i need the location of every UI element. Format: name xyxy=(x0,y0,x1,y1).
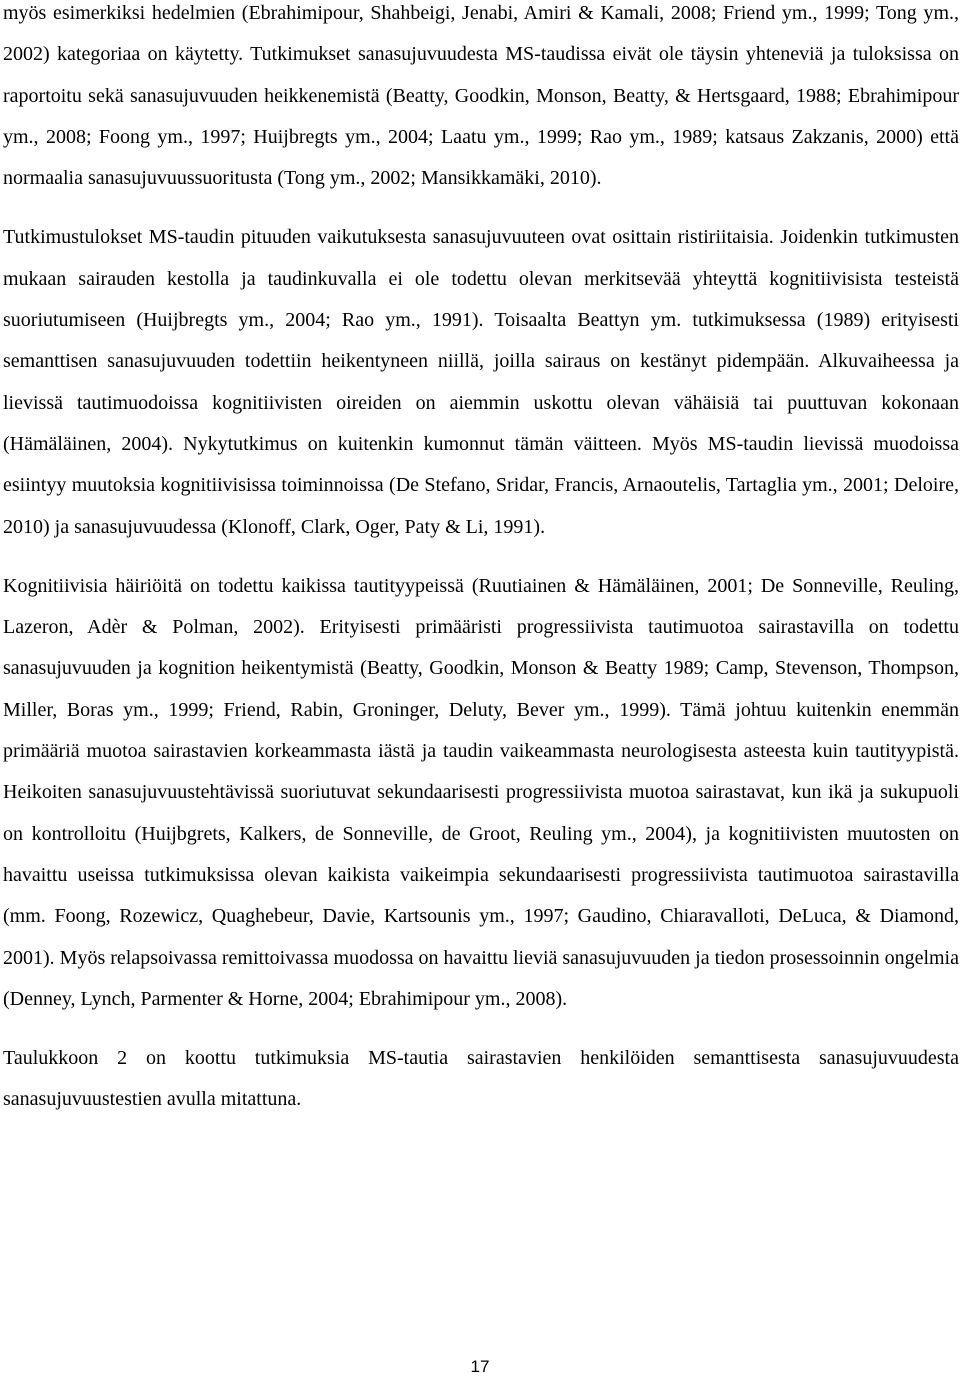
page-number: 17 xyxy=(470,1357,490,1376)
paragraph-fluency-studies: myös esimerkiksi hedelmien (Ebrahimipour, Shahbeigi, Jenabi, Amiri & Kamali, 2008; Friend ym., 1999; Tong ym., 2002) kategoriaa on käytetty. Tutkimukset sanasujuvuudesta MS-taudissa eivät ole täysin yhteneviä ja tuloksissa on raportoitu sekä sanasujuvuuden heikkenemistä (Beatty, Goodkin, Monson, Beatty, & Hertsgaard, 1988; Ebrahimipour ym., 2008; Foong ym., 1997; Huijbregts ym., 2004; Laatu ym., 1999; Rao ym., 1989; katsaus Zakzanis, 2000) että normaalia sanasujuvuussuoritusta (Tong ym., 2002; Mansikkamäki, 2010). xyxy=(3,2,959,190)
paragraph-disease-duration: Tutkimustulokset MS-taudin pituuden vaikutuksesta sanasujuvuuteen ovat osittain ristiriitaisia. Joidenkin tutkimusten mukaan sairauden kestolla ja taudinkuvalla ei ole todettu olevan merkitsevää yhteyttä kognitiivisista testeistä suoriutumiseen (Huijbregts ym., 2004; Rao ym., 1991). Toisaalta Beattyn ym. tutkimuksessa (1989) erityisesti semanttisen sanasujuvuuden todettiin heikentyneen niillä, joilla sairaus on kestänyt pidempään. Alkuvaiheessa ja lievissä tautimuodoissa kognitiivisten oireiden on aiemmin uskottu olevan vähäisiä tai puuttuvan kokonaan (Hämäläinen, 2004). Nykytutkimus on kuitenkin kumonnut tämän väitteen. Myös MS-taudin lievissä muodoissa esiintyy muutoksia kognitiivisissa toiminnoissa (De Stefano, Sridar, Francis, Arnaoutelis, Tartaglia ym., 2001; Deloire, 2010) ja sanasujuvuudessa (Klonoff, Clark, Oger, Paty & Li, 1991). xyxy=(3,226,959,538)
paragraph-table-reference: Taulukkoon 2 on koottu tutkimuksia MS-tautia sairastavien henkilöiden semanttisesta sanasujuvuudesta sanasujuvuustestien avulla mitattuna. xyxy=(3,1047,959,1111)
paragraph-disease-types: Kognitiivisia häiriöitä on todettu kaikissa tautityypeissä (Ruutiainen & Hämäläinen, 2001; De Sonneville, Reuling, Lazeron, Adèr & Polman, 2002). Erityisesti primääristi progressiivista tautimuotoa sairastavilla on todettu sanasujuvuuden ja kognition heikentymistä (Beatty, Goodkin, Monson & Beatty 1989; Camp, Stevenson, Thompson, Miller, Boras ym., 1999; Friend, Rabin, Groninger, Deluty, Bever ym., 1999). Tämä johtuu kuitenkin enemmän primääriä muotoa sairastavien korkeammasta iästä ja taudin vaikeammasta neurologisesta asteesta kuin tautityypistä. Heikoiten sanasujuvuustehtävissä suoriutuvat sekundaarisesti progressiivista muotoa sairastavat, kun ikä ja sukupuoli on kontrolloitu (Huijbgrets, Kalkers, de Sonneville, de Groot, Reuling ym., 2004), ja kognitiivisten muutosten on havaittu useissa tutkimuksissa olevan kaikista vaikeimpia sekundaarisesti progressiivista tautimuotoa sairastavilla (mm. Foong, Rozewicz, Quaghebeur, Davie, Kartsounis ym., 1997; Gaudino, Chiaravalloti, DeLuca, & Diamond, 2001). Myös relapsoivassa remittoivassa muodossa on havaittu lieviä sanasujuvuuden ja tiedon prosessoinnin ongelmia (Denney, Lynch, Parmenter & Horne, 2004; Ebrahimipour ym., 2008). xyxy=(3,574,959,1010)
